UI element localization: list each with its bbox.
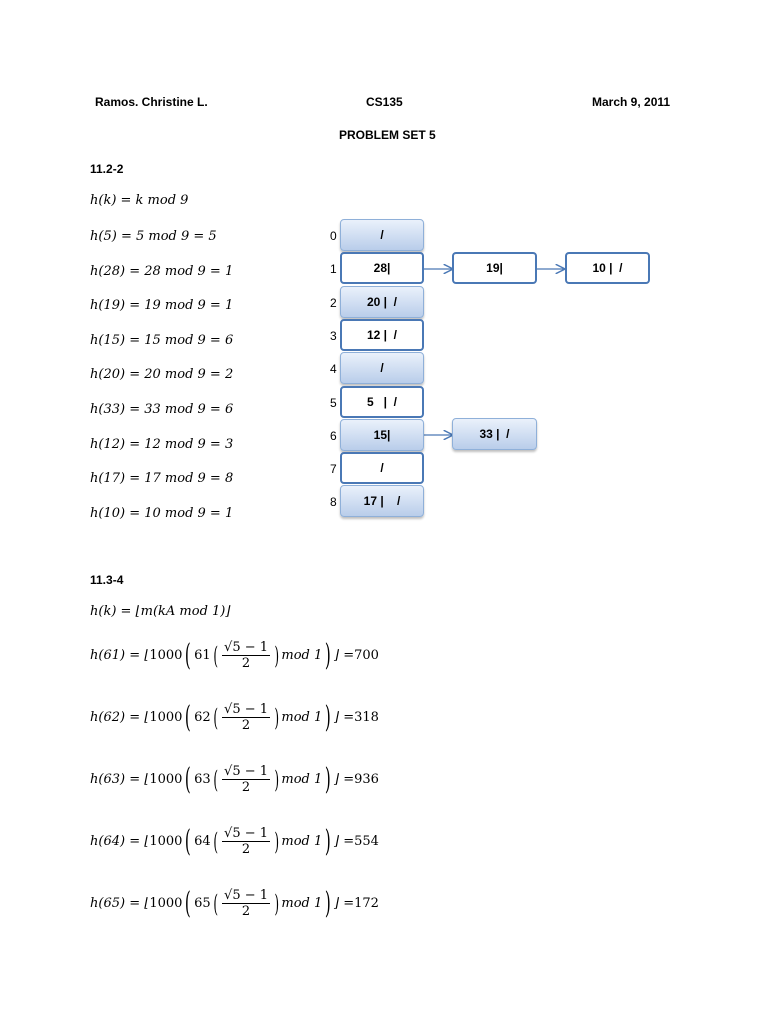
mod-equation: h(17) = 17 mod 9 = 8 — [90, 471, 234, 487]
hash-slot-8: 17 | / — [340, 485, 424, 517]
slot-index: 0 — [330, 229, 337, 243]
slot-index: 7 — [330, 462, 337, 477]
mod-equation: h(5) = 5 mod 9 = 5 — [90, 229, 217, 244]
chain-node-10: 10 | / — [565, 252, 650, 284]
page-title: PROBLEM SET 5 — [339, 128, 436, 142]
slot-index: 6 — [330, 428, 337, 443]
slot-index: 4 — [330, 362, 337, 377]
section-label-11-3-4: 11.3-4 — [90, 573, 124, 587]
multiplication-hash-definition: h(k) = ⌊m(kA mod 1)⌋ — [90, 604, 231, 619]
slot-index: 2 — [330, 295, 337, 310]
mod-equation: h(20) = 20 mod 9 = 2 — [90, 367, 234, 383]
mod-equation: h(33) = 33 mod 9 = 6 — [90, 402, 234, 417]
multiplication-equation: h( 65 ) = ⌊ 1000 ( 65 ( $\frac{√5 - 1}{2}$ ) mod 1 ) ⌋ = 172 — [90, 886, 379, 921]
slot-index: 3 — [330, 328, 337, 343]
hash-definition: h(k) = k mod 9 — [90, 193, 189, 208]
hash-slot-3: 12 | / — [340, 319, 424, 351]
mod-equation: h(28) = 28 mod 9 = 1 — [90, 263, 234, 279]
chain-node-19: 19| — [452, 252, 537, 284]
hash-slot-7: / — [340, 452, 424, 484]
mod-equation: h(19) = 19 mod 9 = 1 — [90, 298, 234, 314]
hash-slot-2: 20 | / — [340, 286, 424, 318]
slot-index: 8 — [330, 495, 337, 510]
multiplication-equation: h( 61 ) = ⌊ 1000 ( 61 ( $\frac{√5 - 1}{2}$ ) mod 1 ) ⌋ = 700 — [90, 638, 379, 673]
course-code: CS135 — [366, 95, 403, 109]
slot-index: 1 — [330, 262, 337, 277]
author-name: Ramos. Christine L. — [95, 95, 208, 109]
multiplication-equation: h( 64 ) = ⌊ 1000 ( 64 ( $\frac{√5 - 1}{2}$ ) mod 1 ) ⌋ = 554 — [90, 824, 379, 859]
mod-equation: h(12) = 12 mod 9 = 3 — [90, 436, 234, 452]
multiplication-equation: h( 63 ) = ⌊ 1000 ( 63 ( $\frac{√5 - 1}{2}$ ) mod 1 ) ⌋ = 936 — [90, 762, 379, 797]
hash-slot-0: / — [340, 219, 424, 251]
header-date: March 9, 2011 — [592, 95, 671, 109]
multiplication-equation: h( 62 ) = ⌊ 1000 ( 62 ( $\frac{√5 - 1}{2}$ ) mod 1 ) ⌋ = 318 — [90, 700, 379, 735]
hash-slot-4: / — [340, 352, 424, 384]
slot-index: 5 — [330, 395, 337, 410]
hash-slot-6: 15| — [340, 419, 424, 451]
mod-equation: h(10) = 10 mod 9 = 1 — [90, 505, 234, 521]
hash-slot-1: 28| — [340, 252, 424, 284]
chain-node-33: 33 | / — [452, 418, 537, 450]
mod-equation: h(15) = 15 mod 9 = 6 — [90, 332, 234, 348]
section-label-11-2-2: 11.2-2 — [90, 162, 124, 176]
hash-slot-5: 5 | / — [340, 386, 424, 418]
